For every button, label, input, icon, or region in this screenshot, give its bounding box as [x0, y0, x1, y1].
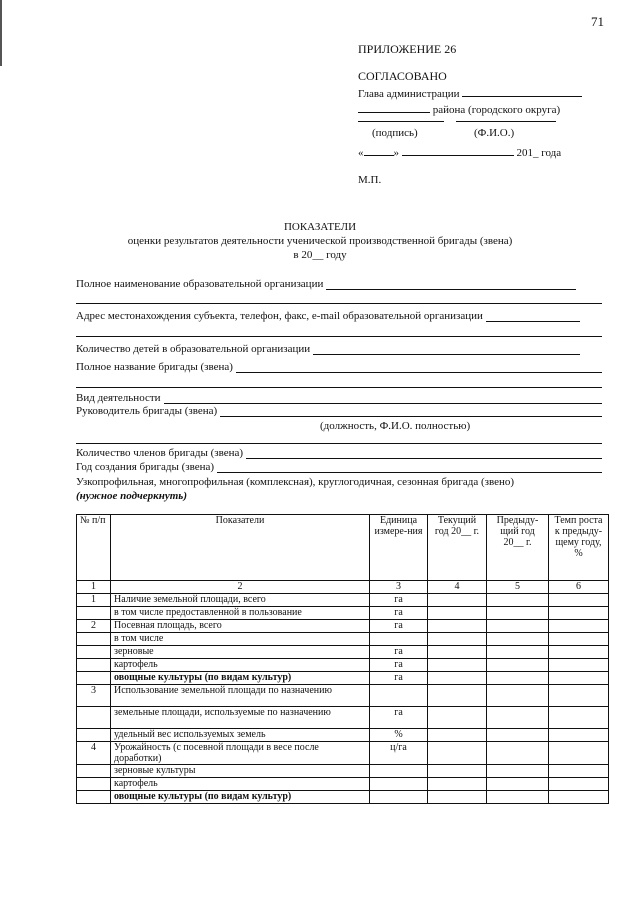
table-row	[77, 742, 609, 765]
field-leader	[76, 405, 602, 417]
row-indicator: Посевная площадь, всего	[111, 620, 370, 633]
row-unit	[370, 791, 428, 804]
table-header-row	[77, 515, 609, 581]
row-growth-value[interactable]	[549, 646, 609, 659]
row-unit	[370, 633, 428, 646]
table-row	[77, 685, 609, 707]
row-indicator: зерновые	[111, 646, 370, 659]
row-previous-value[interactable]	[487, 685, 549, 707]
field-children	[76, 343, 580, 355]
col-number: 5	[487, 581, 549, 594]
doc-title: ПОКАЗАТЕЛИ	[283, 221, 357, 233]
field-org-name-label: Полное наименование образовательной организации	[76, 278, 324, 290]
table-row	[77, 594, 609, 607]
name-blank[interactable]	[456, 121, 556, 122]
row-indicator: Использование земельной площади по назначению	[111, 685, 370, 707]
field-address-label: Адрес местонахождения субъекта, телефон, факс, e-mail образовательной организации	[76, 310, 483, 322]
field-activity	[76, 392, 602, 404]
field-created-label: Год создания бригады (звена)	[76, 461, 215, 473]
col-number: 2	[111, 581, 370, 594]
row-previous-value[interactable]	[487, 633, 549, 646]
stamp-place: М.П.	[358, 174, 382, 186]
row-current-value[interactable]	[428, 707, 487, 729]
agreed-label: СОГЛАСОВАНО	[358, 69, 447, 83]
row-current-value[interactable]	[428, 672, 487, 685]
table-row	[77, 620, 609, 633]
table-row	[77, 791, 609, 804]
row-previous-value[interactable]	[487, 620, 549, 633]
date-close-quote: »	[393, 147, 399, 159]
row-indicator: картофель	[111, 778, 370, 791]
field-created	[76, 461, 602, 473]
row-unit	[370, 778, 428, 791]
row-unit	[370, 765, 428, 778]
row-current-value[interactable]	[428, 729, 487, 742]
row-indicator: Урожайность (с посевной площади в весе после доработки)	[111, 742, 370, 765]
field-members-blank[interactable]	[246, 448, 602, 459]
row-unit: га	[370, 646, 428, 659]
column-number-row	[77, 581, 609, 594]
row-growth-value[interactable]	[549, 729, 609, 742]
field-children-label: Количество детей в образовательной организации	[76, 343, 311, 355]
row-unit: %	[370, 729, 428, 742]
indicators-table	[76, 514, 609, 804]
district-blank[interactable]	[358, 102, 430, 113]
field-leader-line2[interactable]	[76, 443, 602, 444]
row-current-value[interactable]	[428, 620, 487, 633]
row-indicator: земельные площади, используемые по назначению	[111, 707, 370, 729]
table-row	[77, 633, 609, 646]
row-growth-value[interactable]	[549, 707, 609, 729]
header-unit: Единица измере-ния	[370, 515, 428, 581]
row-unit: га	[370, 672, 428, 685]
row-growth-value[interactable]	[549, 659, 609, 672]
row-number: 1	[77, 594, 111, 607]
field-leader-label: Руководитель бригады (звена)	[76, 405, 218, 417]
row-previous-value[interactable]	[487, 707, 549, 729]
field-activity-blank[interactable]	[164, 393, 602, 404]
row-current-value[interactable]	[428, 742, 487, 765]
row-previous-value[interactable]	[487, 765, 549, 778]
col-number: 3	[370, 581, 428, 594]
row-unit	[370, 685, 428, 707]
table-row	[77, 729, 609, 742]
row-previous-value[interactable]	[487, 607, 549, 620]
header-previous-year: Предыду-щий год 20__ г.	[487, 515, 549, 581]
row-growth-value[interactable]	[549, 685, 609, 707]
row-indicator: овощные культуры (по видам культур)	[111, 672, 370, 685]
row-growth-value[interactable]	[549, 791, 609, 804]
row-number	[77, 607, 111, 620]
row-unit: га	[370, 707, 428, 729]
row-number	[77, 646, 111, 659]
row-indicator: картофель	[111, 659, 370, 672]
left-margin-mark	[0, 0, 2, 66]
row-number	[77, 672, 111, 685]
header-indicator: Показатели	[111, 515, 370, 581]
row-growth-value[interactable]	[549, 742, 609, 765]
district-suffix: района (городского округа)	[432, 104, 561, 116]
row-indicator: Наличие земельной площади, всего	[111, 594, 370, 607]
field-brigade-name-line2[interactable]	[76, 387, 602, 388]
table-row	[77, 778, 609, 791]
row-growth-value[interactable]	[549, 594, 609, 607]
row-growth-value[interactable]	[549, 633, 609, 646]
col-number: 6	[549, 581, 609, 594]
header-num: № п/п	[77, 515, 111, 581]
row-current-value[interactable]	[428, 646, 487, 659]
name-label: (Ф.И.О.)	[474, 127, 515, 139]
field-members-label: Количество членов бригады (звена)	[76, 447, 244, 459]
row-unit: ц/га	[370, 742, 428, 765]
header-current-year: Текущий год 20__ г.	[428, 515, 487, 581]
field-created-blank[interactable]	[217, 462, 602, 473]
row-number	[77, 707, 111, 729]
row-number	[77, 765, 111, 778]
sign-label: (подпись)	[372, 127, 418, 139]
field-leader-note: (должность, Ф.И.О. полностью)	[320, 420, 471, 432]
field-brigade-name	[76, 361, 602, 373]
row-number	[77, 659, 111, 672]
row-growth-value[interactable]	[549, 620, 609, 633]
table-row	[77, 646, 609, 659]
page-number: 71	[591, 14, 604, 29]
district-line	[358, 102, 560, 116]
row-number: 4	[77, 742, 111, 765]
row-growth-value[interactable]	[549, 778, 609, 791]
row-current-value[interactable]	[428, 659, 487, 672]
col-number: 1	[77, 581, 111, 594]
table-row	[77, 659, 609, 672]
field-org-name-line2[interactable]	[76, 303, 602, 304]
row-current-value[interactable]	[428, 607, 487, 620]
table-row	[77, 707, 609, 729]
row-growth-value[interactable]	[549, 765, 609, 778]
field-address	[76, 310, 580, 322]
head-line	[358, 86, 582, 100]
row-current-value[interactable]	[428, 594, 487, 607]
row-indicator: в том числе	[111, 633, 370, 646]
table-row	[77, 607, 609, 620]
year-label: 201_ года	[516, 147, 562, 159]
field-address-blank[interactable]	[486, 311, 580, 322]
row-previous-value[interactable]	[487, 594, 549, 607]
row-indicator: овощные культуры (по видам культур)	[111, 791, 370, 804]
day-blank[interactable]	[364, 145, 394, 156]
row-previous-value[interactable]	[487, 646, 549, 659]
field-brigade-name-label: Полное название бригады (звена)	[76, 361, 233, 373]
field-profile-note: (нужное подчеркнуть)	[76, 490, 187, 502]
row-previous-value[interactable]	[487, 659, 549, 672]
row-current-value[interactable]	[428, 685, 487, 707]
row-previous-value[interactable]	[487, 778, 549, 791]
appendix-label: ПРИЛОЖЕНИЕ 26	[358, 42, 457, 56]
row-previous-value[interactable]	[487, 791, 549, 804]
row-number	[77, 729, 111, 742]
field-brigade-name-blank[interactable]	[236, 362, 602, 373]
table-row	[77, 765, 609, 778]
row-current-value[interactable]	[428, 633, 487, 646]
head-prefix: Глава администрации	[358, 88, 460, 100]
date-open-quote: «	[358, 147, 364, 159]
row-growth-value[interactable]	[549, 672, 609, 685]
row-indicator: удельный вес используемых земель	[111, 729, 370, 742]
date-line	[358, 145, 561, 159]
row-unit: га	[370, 659, 428, 672]
signature-blank[interactable]	[358, 121, 444, 122]
row-number	[77, 778, 111, 791]
row-current-value[interactable]	[428, 778, 487, 791]
row-unit: га	[370, 620, 428, 633]
field-address-line2[interactable]	[76, 336, 602, 337]
row-growth-value[interactable]	[549, 607, 609, 620]
row-unit: га	[370, 594, 428, 607]
row-current-value[interactable]	[428, 765, 487, 778]
row-indicator: в том числе предоставленной в пользование	[111, 607, 370, 620]
field-org-name	[76, 278, 576, 290]
row-previous-value[interactable]	[487, 672, 549, 685]
header-growth-rate: Темп роста к предыду-щему году, %	[549, 515, 609, 581]
row-number	[77, 791, 111, 804]
field-children-blank[interactable]	[313, 344, 580, 355]
row-previous-value[interactable]	[487, 729, 549, 742]
row-number	[77, 633, 111, 646]
row-current-value[interactable]	[428, 791, 487, 804]
row-number: 3	[77, 685, 111, 707]
head-blank[interactable]	[462, 86, 582, 97]
field-org-name-blank[interactable]	[326, 279, 576, 290]
field-members	[76, 447, 602, 459]
field-leader-blank[interactable]	[220, 406, 602, 417]
month-blank[interactable]	[402, 145, 514, 156]
doc-year: в 20__ году	[293, 249, 347, 261]
row-number: 2	[77, 620, 111, 633]
row-indicator: зерновые культуры	[111, 765, 370, 778]
field-profile: Узкопрофильная, многопрофильная (комплексная), круглогодичная, сезонная бригада (звено)	[76, 476, 515, 488]
row-previous-value[interactable]	[487, 742, 549, 765]
table-row	[77, 672, 609, 685]
col-number: 4	[428, 581, 487, 594]
field-activity-label: Вид деятельности	[76, 392, 161, 404]
row-unit: га	[370, 607, 428, 620]
doc-subtitle: оценки результатов деятельности ученической производственной бригады (звена)	[127, 235, 513, 247]
